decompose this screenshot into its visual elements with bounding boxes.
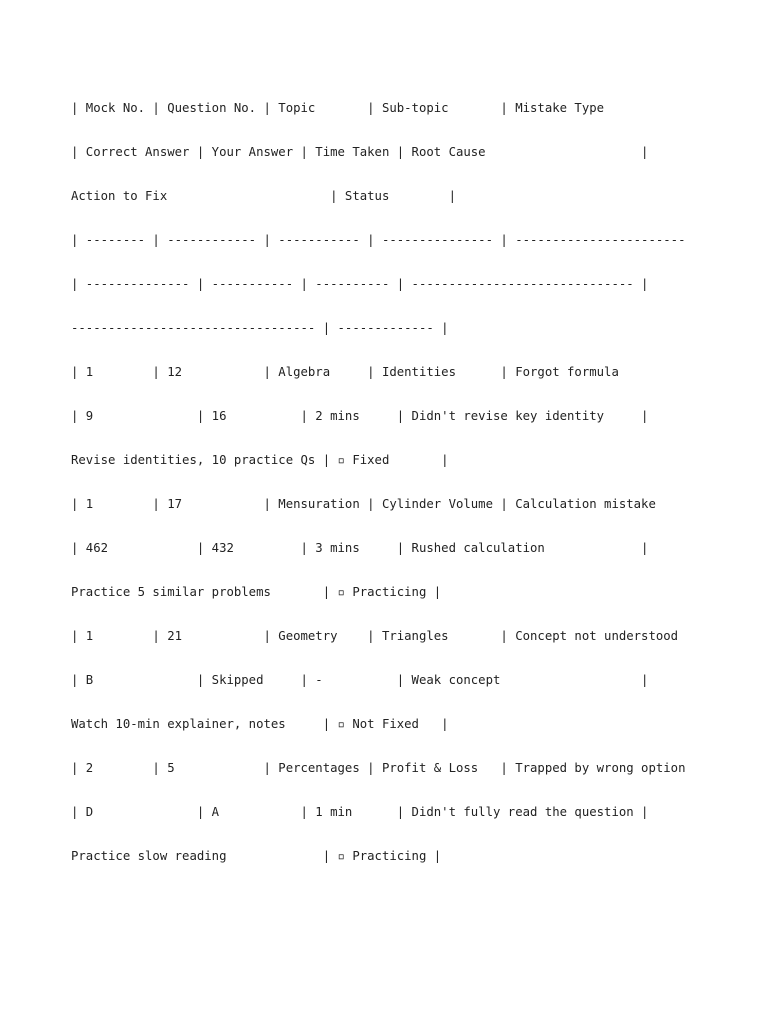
table-row-2-line-2: | 462 | 432 | 3 mins | Rushed calculation | (71, 540, 649, 555)
table-header-line-2: | Correct Answer | Your Answer | Time Taken | Root Cause | (71, 145, 649, 160)
table-row-1-line-1: | 1 | 12 | Algebra | Identities | Forgot formula (71, 365, 619, 380)
mistake-log-table-text (71, 72, 711, 892)
table-separator-line-2: | -------------- | ----------- | ---------- | ------------------------------ | (71, 277, 649, 292)
table-row-2-line-3: Practice 5 similar problems | ▫ Practicing | (71, 584, 442, 599)
table-row-4-line-1: | 2 | 5 | Percentages | Profit & Loss | Trapped by wrong option (71, 760, 686, 775)
table-row-3-line-3: Watch 10-min explainer, notes | ▫ Not Fixed | (71, 716, 449, 731)
table-separator-line-3: --------------------------------- | ------------- | (71, 321, 449, 336)
table-separator-line-1: | -------- | ------------ | ----------- | --------------- | ----------------------- (71, 233, 686, 248)
table-row-2-line-1: | 1 | 17 | Mensuration | Cylinder Volume | Calculation mistake (71, 496, 656, 511)
table-row-1-line-3: Revise identities, 10 practice Qs | ▫ Fixed | (71, 452, 449, 467)
table-header-line-1: | Mock No. | Question No. | Topic | Sub-topic | Mistake Type (71, 101, 605, 116)
table-row-4-line-2: | D | A | 1 min | Didn't fully read the question | (71, 804, 649, 819)
table-row-3-line-2: | B | Skipped | - | Weak concept | (71, 672, 649, 687)
table-header-line-3: Action to Fix | Status | (71, 189, 456, 204)
table-row-3-line-1: | 1 | 21 | Geometry | Triangles | Concept not understood (71, 628, 679, 643)
table-row-1-line-2: | 9 | 16 | 2 mins | Didn't revise key identity | (71, 408, 649, 423)
table-row-4-line-3: Practice slow reading | ▫ Practicing | (71, 848, 442, 863)
